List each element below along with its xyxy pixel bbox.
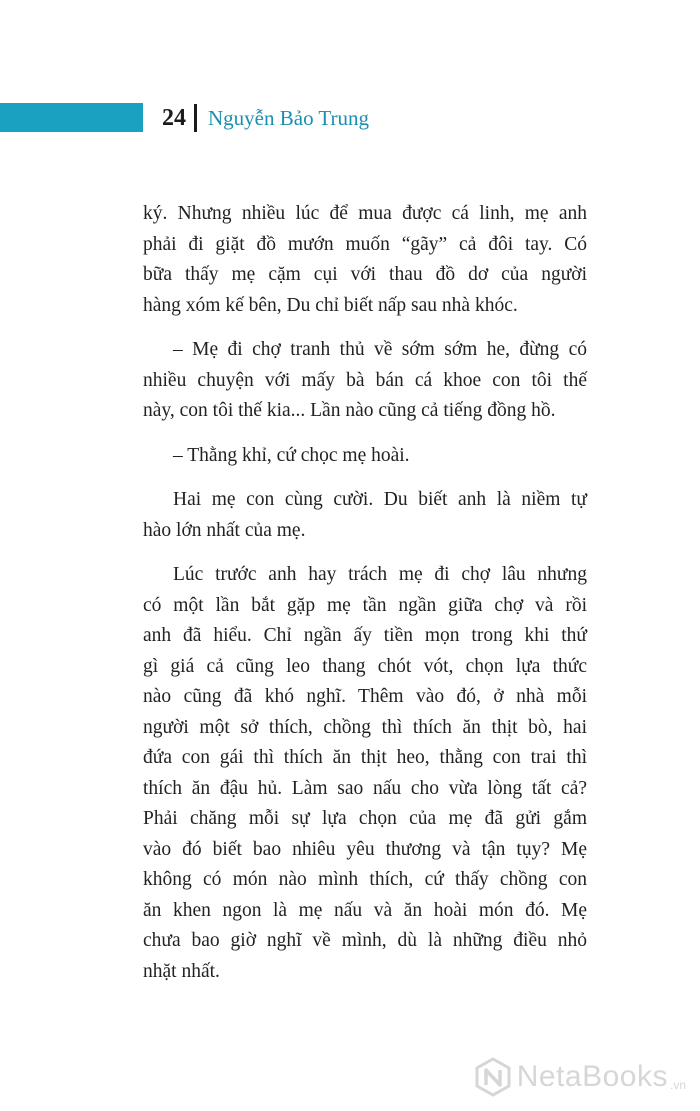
text-line: chưa bao giờ nghĩ về mình, dù là những điều nhỏ [143, 930, 587, 951]
netabooks-logo-icon [473, 1057, 513, 1097]
text-line: Lúc trước anh hay trách mẹ đi chợ lâu nhưng [173, 564, 587, 585]
text-line: có một lần bắt gặp mẹ tần ngần giữa chợ và rồi [143, 594, 587, 616]
page-header [0, 0, 700, 160]
text-line: người một sở thích, chồng thì thích ăn thịt bò, hai [143, 716, 587, 738]
text-line: đứa con gái thì thích ăn thịt heo, thằng con trai thì [143, 747, 587, 768]
text-line: Hai mẹ con cùng cười. Du biết anh là niềm tự [173, 489, 587, 510]
paragraph [143, 485, 587, 546]
text-line: bữa thấy mẹ cặm cụi với thau đồ dơ của người [143, 264, 587, 285]
dialogue-paragraph [143, 441, 587, 472]
text-line: nào cũng đã khó nghĩ. Thêm vào đó, ở nhà mỗi [143, 686, 587, 707]
text-line: hàng xóm kế bên, Du chỉ biết nấp sau nhà khóc. [143, 294, 518, 316]
text-line: – Thằng khỉ, cứ chọc mẹ hoài. [173, 444, 410, 466]
text-line: Phải chăng mỗi sự lựa chọn của mẹ đã gửi gắm [143, 808, 587, 829]
header-accent-bar [0, 103, 143, 132]
text-line: hào lớn nhất của mẹ. [143, 519, 306, 541]
text-line: gì giá cả cũng leo thang chót vót, chọn lựa thức [143, 655, 587, 677]
text-line: phải đi giặt đồ mướn muốn “gãy” cả đôi tay. Có [143, 233, 587, 255]
paragraph [143, 560, 587, 987]
text-line: vào đó biết bao nhiêu yêu thương và tận tụy? Mẹ [143, 838, 587, 860]
text-line: thích ăn đậu hủ. Làm sao nấu cho vừa lòng tất cả? [143, 777, 587, 799]
running-head-author: Nguyễn Bảo Trung [208, 106, 370, 130]
text-line: nhặt nhất. [143, 960, 220, 982]
header-divider [194, 104, 197, 132]
text-line: ký. Nhưng nhiều lúc để mua được cá linh, mẹ anh [143, 203, 587, 224]
watermark-suffix: .vn [669, 1078, 686, 1092]
watermark-brand: NetaBooks [516, 1060, 668, 1093]
page-body [143, 199, 587, 1001]
text-line: nhiều chuyện với mấy bà bán cá khoe con tôi thế [143, 369, 587, 391]
text-line: anh đã hiểu. Chỉ ngần ấy tiền mọn trong khi thứ [143, 625, 587, 646]
page-number: 24 [162, 105, 186, 131]
netabooks-watermark [473, 1057, 686, 1097]
dialogue-paragraph [143, 335, 587, 427]
text-line: này, con tôi thế kia... Lần nào cũng cả tiếng đồng hồ. [143, 400, 556, 421]
text-line: ăn khen ngon là mẹ nấu và ăn hoài món đó. Mẹ [143, 899, 587, 921]
text-line: – Mẹ đi chợ tranh thủ về sớm sớm he, đừng có [173, 339, 587, 360]
text-line: không có món nào mình thích, cứ thấy chồng con [143, 869, 587, 890]
paragraph [143, 199, 587, 321]
